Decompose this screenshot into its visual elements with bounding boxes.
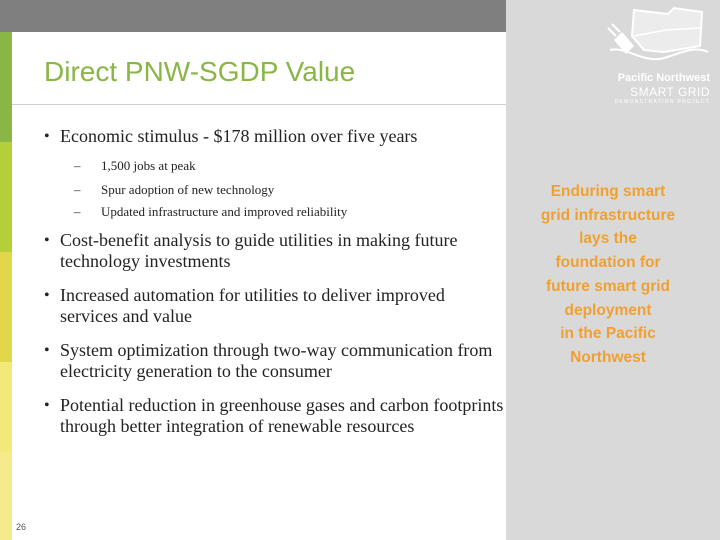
tagline [510,180,706,370]
sub-bullet-item: – Updated infrastructure and improved reliability [44,204,504,219]
tagline-line: foundation for [555,254,661,272]
tagline-line: grid infrastructure [540,206,676,224]
logo-line-2: SMART GRID [630,85,710,99]
bullet-item: • Economic stimulus - $178 million over five years [44,126,504,147]
bullet-item: • System optimization through two-way communication from electricity generation to the consumer [44,340,504,382]
tagline-line: in the Pacific [560,325,656,343]
tagline-line: deployment [564,301,652,319]
sub-bullet-item: – 1,500 jobs at peak [44,158,504,173]
bullet-item: • Potential reduction in greenhouse gases and carbon footprints through better integration of renewable resources [44,395,504,437]
slide-title: Direct PNW-SGDP Value [44,56,356,87]
sub-bullet-item: – Spur adoption of new technology [44,182,504,197]
logo-line-3: DEMONSTRATION PROJECT [614,99,710,105]
tagline-line: Enduring smart [550,183,666,200]
accent-segment [0,32,12,142]
tagline-line: future smart grid [545,277,670,295]
title-divider [12,104,506,105]
accent-segment [0,362,12,452]
bullet-item: • Increased automation for utilities to deliver improved services and value [44,285,504,327]
logo-line-1: Pacific Northwest [617,72,710,84]
left-accent-bar [0,32,12,540]
tagline-line: Northwest [570,348,646,366]
region-map-plug-icon [604,6,710,72]
accent-segment [0,142,12,252]
accent-segment [0,452,12,540]
page-number: 26 [16,522,27,532]
tagline-line: lays the [579,230,637,248]
pnw-smart-grid-logo [604,6,710,105]
accent-segment [0,252,12,362]
bullet-list [44,126,504,437]
bullet-item: • Cost-benefit analysis to guide utilities in making future technology investments [44,230,504,272]
